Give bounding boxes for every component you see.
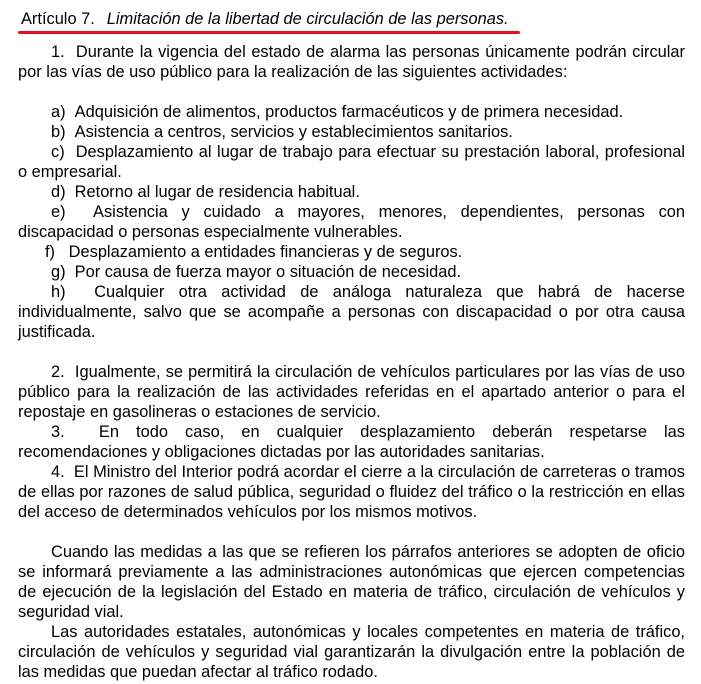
- article-number: Artículo 7.: [21, 10, 95, 28]
- paragraph-5: Cuando las medidas a las que se refieren los párrafos anteriores se adopten de oficio se informará previamente a las administraciones autonómicas que ejercen competencias de ejecución de la legislación del Estado en materia de tráfico, circulación de vehículos y seguridad vial.: [18, 543, 685, 621]
- list-item-f: f) Desplazamiento a entidades financieras y de seguros.: [45, 243, 463, 261]
- paragraph-2: 2. Igualmente, se permitirá la circulación de vehículos particulares por las vías de uso público para la realización de las actividades referidas en el apartado anterior o para el repostaje en gasolineras o estaciones de servicio.: [18, 363, 685, 421]
- paragraph-4: 4. El Ministro del Interior podrá acordar el cierre a la circulación de carreteras o tramos de ellas por razones de salud pública, seguridad o fluidez del tráfico o la restricción en ellas del acceso de determinados vehículos por los mismos motivos.: [18, 463, 685, 521]
- spacer: [18, 82, 685, 102]
- list-item-a: a) Adquisición de alimentos, productos farmacéuticos y de primera necesidad.: [51, 103, 624, 121]
- list-item-e: e) Asistencia y cuidado a mayores, menores, dependientes, personas con discapacidad o personas especialmente vulnerables.: [18, 203, 685, 241]
- paragraph-6: Las autoridades estatales, autonómicas y locales competentes en materia de tráfico, circulación de vehículos y seguridad vial garantizarán la divulgación entre la población de las medidas que puedan afectar al tráfico rodado.: [18, 623, 685, 681]
- list-item-h: h) Cualquier otra actividad de análoga naturaleza que habrá de hacerse individualmente, salvo que se acompañe a personas con discapacidad o por otra causa justificada.: [18, 283, 685, 341]
- paragraph-3: 3. En todo caso, en cualquier desplazamiento deberán respetarse las recomendaciones y obligaciones dictadas por las autoridades sanitarias.: [18, 423, 685, 461]
- article-title: Limitación de la libertad de circulación de las personas.: [106, 10, 509, 28]
- spacer: [18, 522, 685, 542]
- list-item-c: c) Desplazamiento al lugar de trabajo para efectuar su prestación laboral, profesional o empresarial.: [18, 143, 685, 181]
- heading-underline: [18, 31, 520, 34]
- article-body: [18, 42, 685, 682]
- paragraph-1: 1. Durante la vigencia del estado de alarma las personas únicamente podrán circular por las vías de uso público para la realización de las siguientes actividades:: [18, 43, 685, 81]
- list-item-b: b) Asistencia a centros, servicios y establecimientos sanitarios.: [51, 123, 513, 141]
- article-heading: [21, 9, 509, 29]
- spacer: [18, 342, 685, 362]
- list-item-d: d) Retorno al lugar de residencia habitual.: [51, 183, 360, 201]
- list-item-g: g) Por causa de fuerza mayor o situación de necesidad.: [51, 263, 461, 281]
